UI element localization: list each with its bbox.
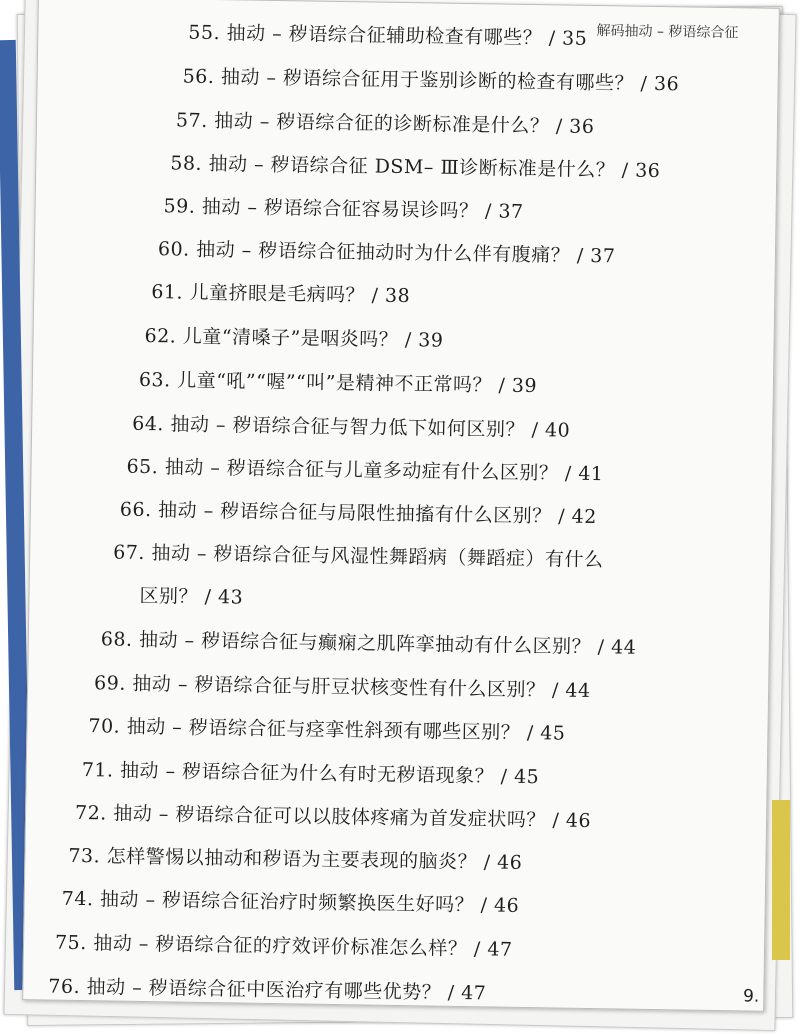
toc-entry[interactable]: 66. 抽动 – 秽语综合征与局限性抽搐有什么区别？ / 42 (119, 498, 597, 529)
toc-entry[interactable]: 69. 抽动 – 秽语综合征与肝豆状核变性有什么区别？ / 44 (93, 672, 591, 702)
toc-entry[interactable]: 75. 抽动 – 秽语综合征的疗效评价标准怎么样？ / 47 (54, 931, 513, 961)
toc-entry[interactable]: 59. 抽动 – 秽语综合征容易误诊吗？ / 37 (163, 195, 524, 223)
toc-entry[interactable]: 61. 儿童挤眼是毛病吗？ / 38 (151, 281, 411, 308)
toc-entry[interactable]: 67. 抽动 – 秽语综合征与风湿性舞蹈病（舞蹈症）有什么 (113, 541, 604, 572)
toc-entry[interactable]: 62. 儿童“清嗓子”是咽炎吗？ / 39 (144, 324, 444, 352)
toc-entry[interactable]: 76. 抽动 – 秽语综合征中医治疗有哪些优势？ / 47 (48, 975, 487, 1005)
toc-entry[interactable]: 57. 抽动 – 秽语综合征的诊断标准是什么？ / 36 (175, 109, 595, 138)
toc-entry[interactable]: 63. 儿童“吼”“喔”“叫”是精神不正常吗？ / 39 (138, 368, 538, 398)
page-number: 9. (742, 986, 760, 1007)
table-of-contents (23, 0, 779, 1011)
book-page (22, 0, 780, 1012)
running-head: 解码抽动 – 秽语综合征 (596, 23, 739, 42)
toc-entry[interactable]: 72. 抽动 – 秽语综合征可以以肢体疼痛为首发症状吗？ / 46 (74, 801, 592, 833)
toc-entry[interactable]: 70. 抽动 – 秽语综合征与痉挛性斜颈有哪些区别？ / 45 (88, 715, 566, 745)
toc-entry[interactable]: 68. 抽动 – 秽语综合征与癫痫之肌阵挛抽动有什么区别？ / 44 (100, 628, 637, 659)
toc-entry[interactable]: 64. 抽动 – 秽语综合征与智力低下如何区别？ / 40 (132, 412, 571, 442)
toc-entry[interactable]: 71. 抽动 – 秽语综合征为什么有时无秽语现象？ / 45 (81, 759, 540, 789)
toc-entry[interactable]: 58. 抽动 – 秽语综合征 DSM– Ⅲ诊断标准是什么？ / 36 (170, 152, 661, 183)
toc-entry-continuation[interactable]: 区别？ / 43 (139, 584, 244, 609)
book-edge-yellow (772, 800, 790, 960)
toc-entry[interactable]: 74. 抽动 – 秽语综合征治疗时频繁换医生好吗？ / 46 (61, 887, 520, 917)
toc-entry[interactable]: 55. 抽动 – 秽语综合征辅助检查有哪些？ / 35 (188, 21, 588, 50)
toc-entry[interactable]: 65. 抽动 – 秽语综合征与儿童多动症有什么区别？ / 41 (126, 455, 604, 486)
toc-entry[interactable]: 73. 怎样警惕以抽动和秽语为主要表现的脑炎？ / 46 (68, 844, 523, 874)
toc-entry[interactable]: 60. 抽动 – 秽语综合征抽动时为什么伴有腹痛？ / 37 (157, 238, 616, 268)
toc-entry[interactable]: 56. 抽动 – 秽语综合征用于鉴别诊断的检查有哪些？ / 36 (182, 65, 680, 96)
